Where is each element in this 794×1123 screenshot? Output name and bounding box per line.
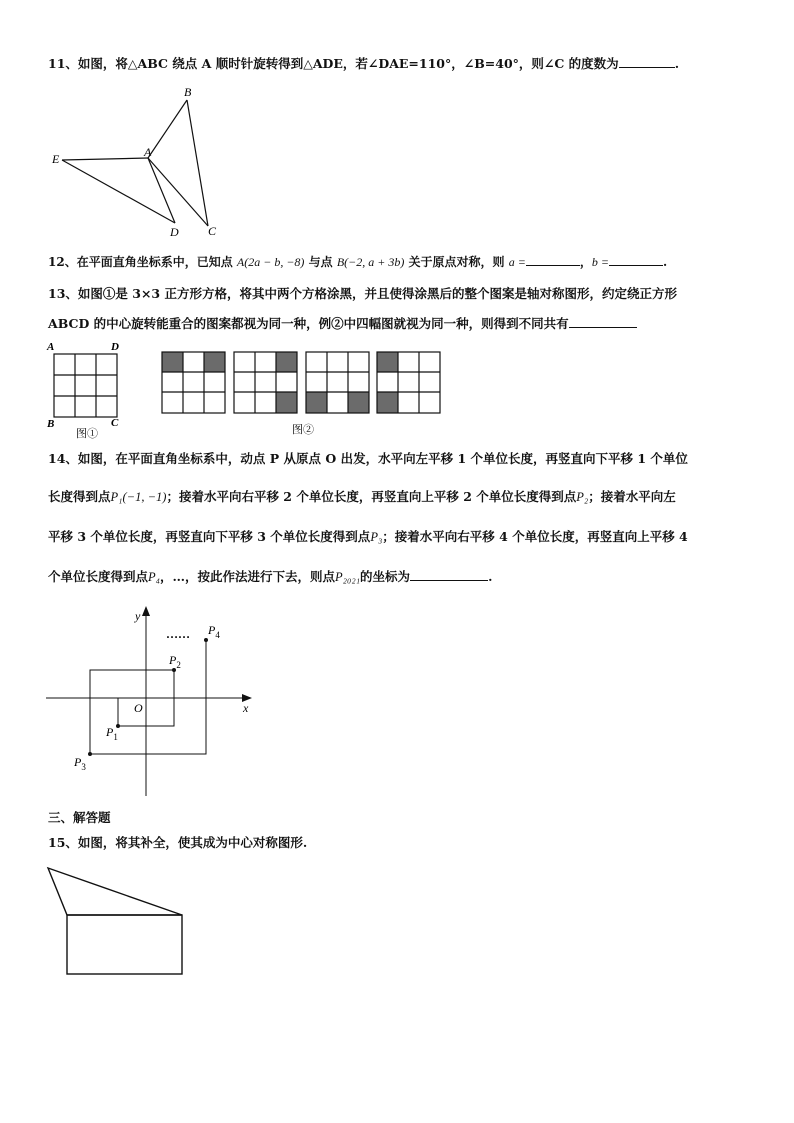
answer-blank-11[interactable] — [619, 55, 675, 68]
question-14-line4: 个单位长度得到点P₄，…，按此作法进行下去，则点P₂₀₂₁的坐标为 . — [48, 569, 493, 584]
answer-blank-12b[interactable] — [609, 253, 663, 266]
grid-figure-2d — [377, 352, 440, 413]
figure-grids-q13 — [44, 338, 444, 440]
answer-blank-12a[interactable] — [526, 253, 580, 266]
figure-shape-q15 — [42, 862, 192, 982]
question-11-text: 11、如图，将△ABC 绕点 A 顺时针旋转得到△ADE，若∠DAE=110°，∠B=40°，则∠C 的度数为 — [48, 56, 619, 71]
figure-triangles-q11 — [40, 82, 240, 242]
grid-figure-1 — [46, 341, 119, 440]
point-p2021: P₂₀₂₁ — [335, 570, 361, 584]
corner-a: A — [47, 341, 55, 353]
point-a: A(2a − b, −8) — [236, 255, 305, 269]
caption-figure-2: 图② — [292, 424, 314, 436]
point-b: B(−2, a + 3b) — [336, 255, 405, 269]
point-p1-marker — [116, 724, 120, 728]
label-b: B — [184, 85, 192, 99]
question-13-line2: ABCD 的中心旋转能重合的图案都视为同一种，例②中四幅图就视为同一种，则得到不同共有 — [48, 314, 637, 334]
label-p2: $P_2$ — [169, 653, 181, 670]
question-14-line3: 平移 3 个单位长度，再竖直向下平移 3 个单位长度得到点P₃；接着水平向右平移 4 个单位长度，再竖直向上平移 4 — [48, 529, 688, 544]
triangle-shape — [48, 868, 182, 915]
answer-blank-13[interactable] — [569, 315, 637, 328]
corner-b: B — [47, 418, 55, 430]
grid-figure-2c — [306, 352, 369, 413]
figure-coordinate-path-q14 — [40, 604, 270, 800]
point-p3-marker — [88, 752, 92, 756]
point-p4: P₄ — [148, 570, 160, 584]
question-13-line1: 13、如图①是 3×3 正方形方格，将其中两个方格涂黑，并且使得涂黑后的整个图案是轴对称图形，约定绕正方形 — [48, 286, 677, 301]
segment-ab — [148, 100, 187, 158]
rectangle-shape — [67, 915, 182, 974]
label-p1: $P_1$ — [106, 725, 118, 742]
corner-d: D — [111, 341, 119, 353]
origin-label: O — [134, 701, 143, 715]
point-p4-marker — [204, 638, 208, 642]
segment-ad — [148, 158, 175, 223]
grid-figure-2b — [234, 352, 297, 413]
label-e: E — [52, 152, 60, 166]
segment-ea — [62, 158, 148, 160]
question-15: 15、如图，将其补全，使其成为中心对称图形. — [48, 835, 308, 850]
section-title: 三、解答题 — [48, 810, 111, 825]
continuation-dots: …… — [166, 627, 190, 641]
answer-blank-14[interactable] — [410, 568, 488, 581]
question-12: 12、在平面直角坐标系中，已知点 A(2a − b, −8) 与点 B(−2, a + 3b) 关于原点对称，则 a = ，b = . — [48, 255, 668, 269]
y-axis-label: y — [135, 609, 141, 623]
question-11: 11、如图，将△ABC 绕点 A 顺时针旋转得到△ADE，若∠DAE=110°，∠B=40°，则∠C 的度数为 . — [48, 56, 680, 71]
grid-figure-2a — [162, 352, 225, 413]
label-p3: $P_3$ — [74, 755, 86, 772]
segment-bc — [187, 100, 208, 226]
label-a: A — [144, 145, 152, 159]
segment-ac — [148, 158, 208, 226]
label-c: C — [208, 224, 217, 238]
question-14-line1: 14、如图，在平面直角坐标系中，动点 P 从原点 O 出发，水平向左平移 1 个单位长度，再竖直向下平移 1 个单位 — [48, 451, 688, 466]
label-d: D — [170, 225, 179, 239]
question-14-line2: 长度得到点P₁(−1, −1)；接着水平向右平移 2 个单位长度，再竖直向上平移 2 个单位长度得到点P₂；接着水平向左 — [48, 489, 676, 504]
x-axis-label: x — [243, 701, 249, 715]
caption-figure-1: 图① — [76, 428, 98, 440]
y-axis-arrow — [142, 606, 150, 616]
label-p4: $P_4$ — [208, 623, 220, 640]
point-p2: P₂ — [576, 490, 589, 504]
corner-c: C — [111, 417, 119, 429]
point-p3: P₃ — [370, 530, 383, 544]
point-p1: P₁(−1, −1) — [110, 490, 167, 504]
